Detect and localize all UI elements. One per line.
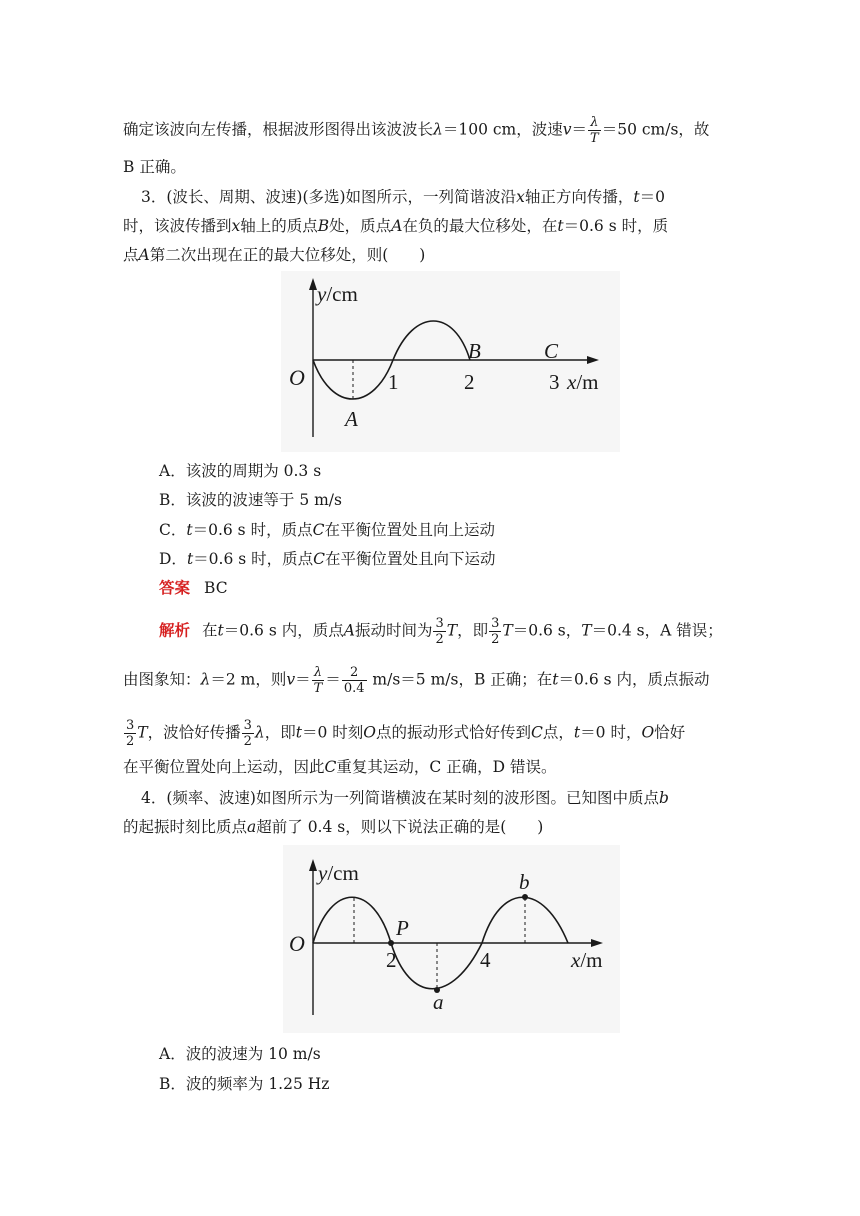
var-v: v [562,120,572,139]
origin-label: O [289,931,305,956]
analysis-line-4: 在平衡位置处向上运动，因此C重复其运动，C 正确，D 错误。 [123,758,557,776]
fraction: $\frac{2}{0.4}$ [343,665,365,696]
fraction: $\frac{3}{2}$ [243,718,252,749]
wave-figure-q3 [281,271,620,452]
q4-option-B: B．波的频率为 1.25 Hz [159,1075,330,1093]
y-axis-label: y/cm [317,282,358,306]
tick-label-2: 2 [464,370,475,394]
text: ＝ [571,120,588,139]
point-b-label: b [519,870,530,894]
text: ＝100 cm，波速 [442,120,563,139]
tick-label-2: 2 [386,948,397,972]
point-b-dot [522,894,528,900]
text-line: B 正确。 [123,158,186,176]
point-a-label: a [433,990,444,1014]
point-C-label: C [544,339,559,363]
point-B-label: B [468,339,481,363]
wave-graph-q4 [283,845,620,1033]
analysis-line-1: 解析 在t＝0.6 s 内，质点A振动时间为 $\frac{3}{2}$ T，即 $\frac{3}{2}$ T＝0.6 s，T＝0.4 s，A 错误； [159,616,723,647]
text-line [123,115,709,146]
fraction: $\frac{3}{2}$ [126,718,135,749]
x-axis-arrow [587,356,599,364]
x-axis-label: x/m [567,370,599,394]
wave-figure-q4 [283,845,620,1033]
y-axis-arrow [309,859,317,871]
point-A-label: A [345,407,358,431]
option-D: D．t＝0.6 s 时，质点C在平衡位置处且向下运动 [159,550,496,568]
option-A: A．该波的周期为 0.3 s [159,462,322,480]
x-axis-label: x/m [571,948,603,972]
tick-label-1: 1 [388,370,399,394]
y-axis-label: y/cm [318,861,359,885]
fraction: $\frac{3}{2}$ [435,616,444,647]
fraction: $\frac{3}{2}$ [491,616,500,647]
text: ＝50 cm/s，故 [601,120,710,139]
question-4-line-1: 4．(频率、波速)如图所示为一列简谐横波在某时刻的波形图。已知图中质点b [141,789,669,807]
q4-option-A: A．波的波速为 10 m/s [159,1045,321,1063]
x-axis-arrow [591,939,603,947]
text: 确定该波向左传播，根据波形图得出该波波长 [123,120,434,139]
answer-value: BC [204,579,228,597]
answer [159,578,228,598]
question-3-line-3: 点A第二次出现在正的最大位移处，则( ) [123,246,426,264]
option-B: B．该波的波速等于 5 m/s [159,491,342,509]
tick-label-3: 3 [549,370,560,394]
fraction: $\frac{\lambda}{T}$ [313,665,323,696]
fraction: $\frac{\lambda}{T}$ [590,115,599,146]
question-4-line-2: 的起振时刻比质点a超前了 0.4 s，则以下说法正确的是( ) [123,818,544,836]
analysis-line-3: $\frac{3}{2}$ T，波恰好传播 $\frac{3}{2}$ λ，即t＝0 时刻O点的振动形式恰好传到C点，t＝0 时，O恰好 [126,718,686,749]
tick-label-4: 4 [480,948,491,972]
analysis-line-2: 由图象知：λ＝2 m，则v＝ $\frac{\lambda}{T}$ ＝ $\frac{2}{0.4}$ m/s＝5 m/s，B 正确；在t＝0.6 s 内，质点振动 [123,665,710,696]
analysis-label: 解析 [159,621,191,640]
wave-graph-q3 [281,271,620,452]
point-P-dot [388,940,394,946]
var-lambda: λ [433,120,443,139]
y-axis-arrow [309,278,317,290]
question-3-line-2: 时，该波传播到x轴上的质点B处，质点A在负的最大位移处，在t＝0.6 s 时，质 [123,217,669,235]
option-C: C．t＝0.6 s 时，质点C在平衡位置处且向上运动 [159,521,495,539]
origin-label: O [289,365,305,390]
question-3-line-1: 3．(波长、周期、波速)(多选)如图所示，一列简谐波沿x轴正方向传播，t＝0 [141,188,665,206]
answer-label: 答案 [159,579,191,597]
point-P-label: P [396,916,409,940]
